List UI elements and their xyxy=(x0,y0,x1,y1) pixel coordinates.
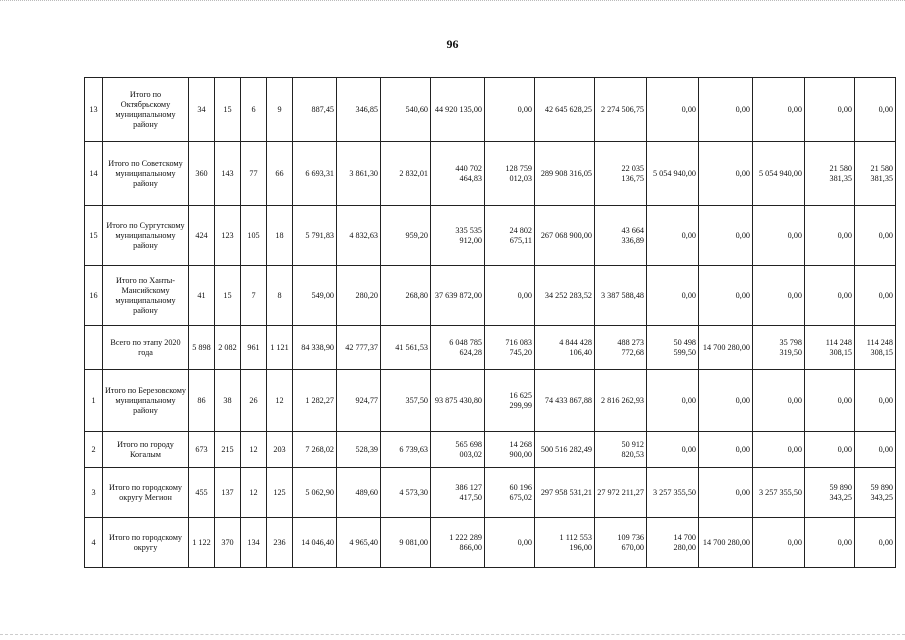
table-cell: 549,00 xyxy=(293,266,337,326)
table-cell: 0,00 xyxy=(805,370,855,432)
table-row xyxy=(85,78,896,142)
row-number: 2 xyxy=(85,432,103,468)
table-cell: 6 739,63 xyxy=(381,432,431,468)
table-cell: 0,00 xyxy=(855,78,896,142)
table-cell: 50 912 820,53 xyxy=(595,432,647,468)
table-cell: 455 xyxy=(189,468,215,518)
row-name: Итого по Ханты-Мансийскому муниципальному району xyxy=(103,266,189,326)
data-table xyxy=(84,77,896,568)
table-cell: 0,00 xyxy=(699,266,753,326)
table-cell: 21 580 381,35 xyxy=(805,142,855,206)
table-row xyxy=(85,370,896,432)
table-cell: 0,00 xyxy=(753,518,805,568)
table-cell: 114 248 308,15 xyxy=(855,326,896,370)
table-row xyxy=(85,142,896,206)
table-cell: 42 777,37 xyxy=(337,326,381,370)
table-cell: 21 580 381,35 xyxy=(855,142,896,206)
table-cell: 0,00 xyxy=(805,78,855,142)
table-cell: 0,00 xyxy=(855,518,896,568)
table-row xyxy=(85,518,896,568)
scan-edge-bottom xyxy=(0,634,905,636)
table-cell: 565 698 003,02 xyxy=(431,432,485,468)
table-cell: 42 645 628,25 xyxy=(535,78,595,142)
table-row xyxy=(85,468,896,518)
table-cell: 0,00 xyxy=(805,206,855,266)
table-cell: 4 965,40 xyxy=(337,518,381,568)
row-name: Итого по городскому округу Мегион xyxy=(103,468,189,518)
table-row xyxy=(85,206,896,266)
table-cell: 6 693,31 xyxy=(293,142,337,206)
row-number: 14 xyxy=(85,142,103,206)
table-cell: 86 xyxy=(189,370,215,432)
table-cell: 0,00 xyxy=(485,78,535,142)
table-cell: 346,85 xyxy=(337,78,381,142)
table-cell: 128 759 012,03 xyxy=(485,142,535,206)
table-cell: 9 xyxy=(267,78,293,142)
table-cell: 14 700 280,00 xyxy=(699,326,753,370)
table-cell: 1 282,27 xyxy=(293,370,337,432)
table-cell: 15 xyxy=(215,266,241,326)
table-cell: 924,77 xyxy=(337,370,381,432)
table-cell: 14 700 280,00 xyxy=(647,518,699,568)
table-cell: 18 xyxy=(267,206,293,266)
table-cell: 74 433 867,88 xyxy=(535,370,595,432)
table-cell: 0,00 xyxy=(753,370,805,432)
table-cell: 143 xyxy=(215,142,241,206)
table-cell: 93 875 430,80 xyxy=(431,370,485,432)
table-cell: 125 xyxy=(267,468,293,518)
table-cell: 5 062,90 xyxy=(293,468,337,518)
table-cell: 6 xyxy=(241,78,267,142)
table-cell: 215 xyxy=(215,432,241,468)
table-cell: 43 664 336,89 xyxy=(595,206,647,266)
table-cell: 8 xyxy=(267,266,293,326)
table-cell: 12 xyxy=(267,370,293,432)
table-row xyxy=(85,432,896,468)
table-cell: 1 112 553 196,00 xyxy=(535,518,595,568)
row-number: 16 xyxy=(85,266,103,326)
table-cell: 1 222 289 866,00 xyxy=(431,518,485,568)
table-cell: 41 xyxy=(189,266,215,326)
table-cell: 60 196 675,02 xyxy=(485,468,535,518)
table-cell: 203 xyxy=(267,432,293,468)
table-cell: 66 xyxy=(267,142,293,206)
table-cell: 267 068 900,00 xyxy=(535,206,595,266)
table-cell: 280,20 xyxy=(337,266,381,326)
table-cell: 0,00 xyxy=(753,432,805,468)
table-cell: 3 387 588,48 xyxy=(595,266,647,326)
row-number: 1 xyxy=(85,370,103,432)
table-cell: 335 535 912,00 xyxy=(431,206,485,266)
table-cell: 0,00 xyxy=(647,206,699,266)
table-cell: 26 xyxy=(241,370,267,432)
table-cell: 386 127 417,50 xyxy=(431,468,485,518)
table-cell: 2 274 506,75 xyxy=(595,78,647,142)
table-cell: 59 890 343,25 xyxy=(855,468,896,518)
row-name: Итого по Октябрьскому муниципальному району xyxy=(103,78,189,142)
table-cell: 38 xyxy=(215,370,241,432)
table-cell: 35 798 319,50 xyxy=(753,326,805,370)
table-row xyxy=(85,326,896,370)
table-cell: 137 xyxy=(215,468,241,518)
table-cell: 3 257 355,50 xyxy=(647,468,699,518)
table-cell: 14 700 280,00 xyxy=(699,518,753,568)
table-cell: 84 338,90 xyxy=(293,326,337,370)
table-cell: 488 273 772,68 xyxy=(595,326,647,370)
row-name: Итого по городу Когалым xyxy=(103,432,189,468)
table-cell: 134 xyxy=(241,518,267,568)
table-cell: 5 791,83 xyxy=(293,206,337,266)
table-row xyxy=(85,266,896,326)
row-number: 13 xyxy=(85,78,103,142)
page-number: 96 xyxy=(446,37,459,51)
table-cell: 357,50 xyxy=(381,370,431,432)
table-cell: 961 xyxy=(241,326,267,370)
row-name: Итого по Советскому муниципальному району xyxy=(103,142,189,206)
table-cell: 0,00 xyxy=(699,206,753,266)
table-cell: 34 xyxy=(189,78,215,142)
table-cell: 0,00 xyxy=(699,432,753,468)
table-cell: 5 898 xyxy=(189,326,215,370)
table-cell: 0,00 xyxy=(647,266,699,326)
table-cell: 716 083 745,20 xyxy=(485,326,535,370)
table-cell: 24 802 675,11 xyxy=(485,206,535,266)
table-cell: 0,00 xyxy=(753,266,805,326)
table-cell: 0,00 xyxy=(855,266,896,326)
table-cell: 0,00 xyxy=(855,432,896,468)
table-cell: 105 xyxy=(241,206,267,266)
table-cell: 14 046,40 xyxy=(293,518,337,568)
row-name: Всего по этапу 2020 года xyxy=(103,326,189,370)
table-cell: 297 958 531,21 xyxy=(535,468,595,518)
table-cell: 540,60 xyxy=(381,78,431,142)
table-cell: 7 268,02 xyxy=(293,432,337,468)
table-cell: 2 082 xyxy=(215,326,241,370)
table-cell: 0,00 xyxy=(485,266,535,326)
table-cell: 887,45 xyxy=(293,78,337,142)
table-cell: 0,00 xyxy=(805,518,855,568)
table-cell: 4 573,30 xyxy=(381,468,431,518)
table-cell: 528,39 xyxy=(337,432,381,468)
table-cell: 289 908 316,05 xyxy=(535,142,595,206)
table-cell: 959,20 xyxy=(381,206,431,266)
table-cell: 0,00 xyxy=(855,206,896,266)
table-cell: 27 972 211,27 xyxy=(595,468,647,518)
table-cell: 114 248 308,15 xyxy=(805,326,855,370)
table-cell: 673 xyxy=(189,432,215,468)
table-cell: 41 561,53 xyxy=(381,326,431,370)
table-cell: 12 xyxy=(241,432,267,468)
row-number: 15 xyxy=(85,206,103,266)
table-cell: 2 816 262,93 xyxy=(595,370,647,432)
table-cell: 4 832,63 xyxy=(337,206,381,266)
table-cell: 0,00 xyxy=(699,142,753,206)
table-cell: 0,00 xyxy=(753,206,805,266)
table-cell: 489,60 xyxy=(337,468,381,518)
row-name: Итого по Сургутскому муниципальному району xyxy=(103,206,189,266)
table-cell: 2 832,01 xyxy=(381,142,431,206)
table-cell: 500 516 282,49 xyxy=(535,432,595,468)
table-cell: 0,00 xyxy=(753,78,805,142)
table-cell: 59 890 343,25 xyxy=(805,468,855,518)
table-cell: 7 xyxy=(241,266,267,326)
table-cell: 440 702 464,83 xyxy=(431,142,485,206)
table-cell: 34 252 283,52 xyxy=(535,266,595,326)
table-cell: 236 xyxy=(267,518,293,568)
table-cell: 0,00 xyxy=(805,432,855,468)
table-cell: 50 498 599,50 xyxy=(647,326,699,370)
table-cell: 3 861,30 xyxy=(337,142,381,206)
table-cell: 109 736 670,00 xyxy=(595,518,647,568)
row-number: 3 xyxy=(85,468,103,518)
table-cell: 4 844 428 106,40 xyxy=(535,326,595,370)
table-cell: 0,00 xyxy=(699,370,753,432)
table-cell: 37 639 872,00 xyxy=(431,266,485,326)
table-cell: 123 xyxy=(215,206,241,266)
table-cell: 0,00 xyxy=(699,78,753,142)
scan-edge-top xyxy=(0,0,905,3)
table-cell: 6 048 785 624,28 xyxy=(431,326,485,370)
table-cell: 22 035 136,75 xyxy=(595,142,647,206)
table-cell: 370 xyxy=(215,518,241,568)
table-cell: 77 xyxy=(241,142,267,206)
table-cell: 5 054 940,00 xyxy=(753,142,805,206)
table-cell: 1 122 xyxy=(189,518,215,568)
table-cell: 268,80 xyxy=(381,266,431,326)
table-cell: 1 121 xyxy=(267,326,293,370)
table-cell: 0,00 xyxy=(855,370,896,432)
row-number xyxy=(85,326,103,370)
row-name: Итого по городскому округу xyxy=(103,518,189,568)
table-cell: 14 268 900,00 xyxy=(485,432,535,468)
table-cell: 12 xyxy=(241,468,267,518)
table-cell: 0,00 xyxy=(647,78,699,142)
table-cell: 16 625 299,99 xyxy=(485,370,535,432)
row-name: Итого по Березовскому муниципальному району xyxy=(103,370,189,432)
table-cell: 0,00 xyxy=(647,432,699,468)
table-cell: 5 054 940,00 xyxy=(647,142,699,206)
row-number: 4 xyxy=(85,518,103,568)
table-cell: 15 xyxy=(215,78,241,142)
table-cell: 0,00 xyxy=(647,370,699,432)
table-cell: 360 xyxy=(189,142,215,206)
table-cell: 9 081,00 xyxy=(381,518,431,568)
table-cell: 0,00 xyxy=(699,468,753,518)
table-cell: 3 257 355,50 xyxy=(753,468,805,518)
table-cell: 0,00 xyxy=(805,266,855,326)
table-cell: 0,00 xyxy=(485,518,535,568)
table-cell: 44 920 135,00 xyxy=(431,78,485,142)
table-cell: 424 xyxy=(189,206,215,266)
